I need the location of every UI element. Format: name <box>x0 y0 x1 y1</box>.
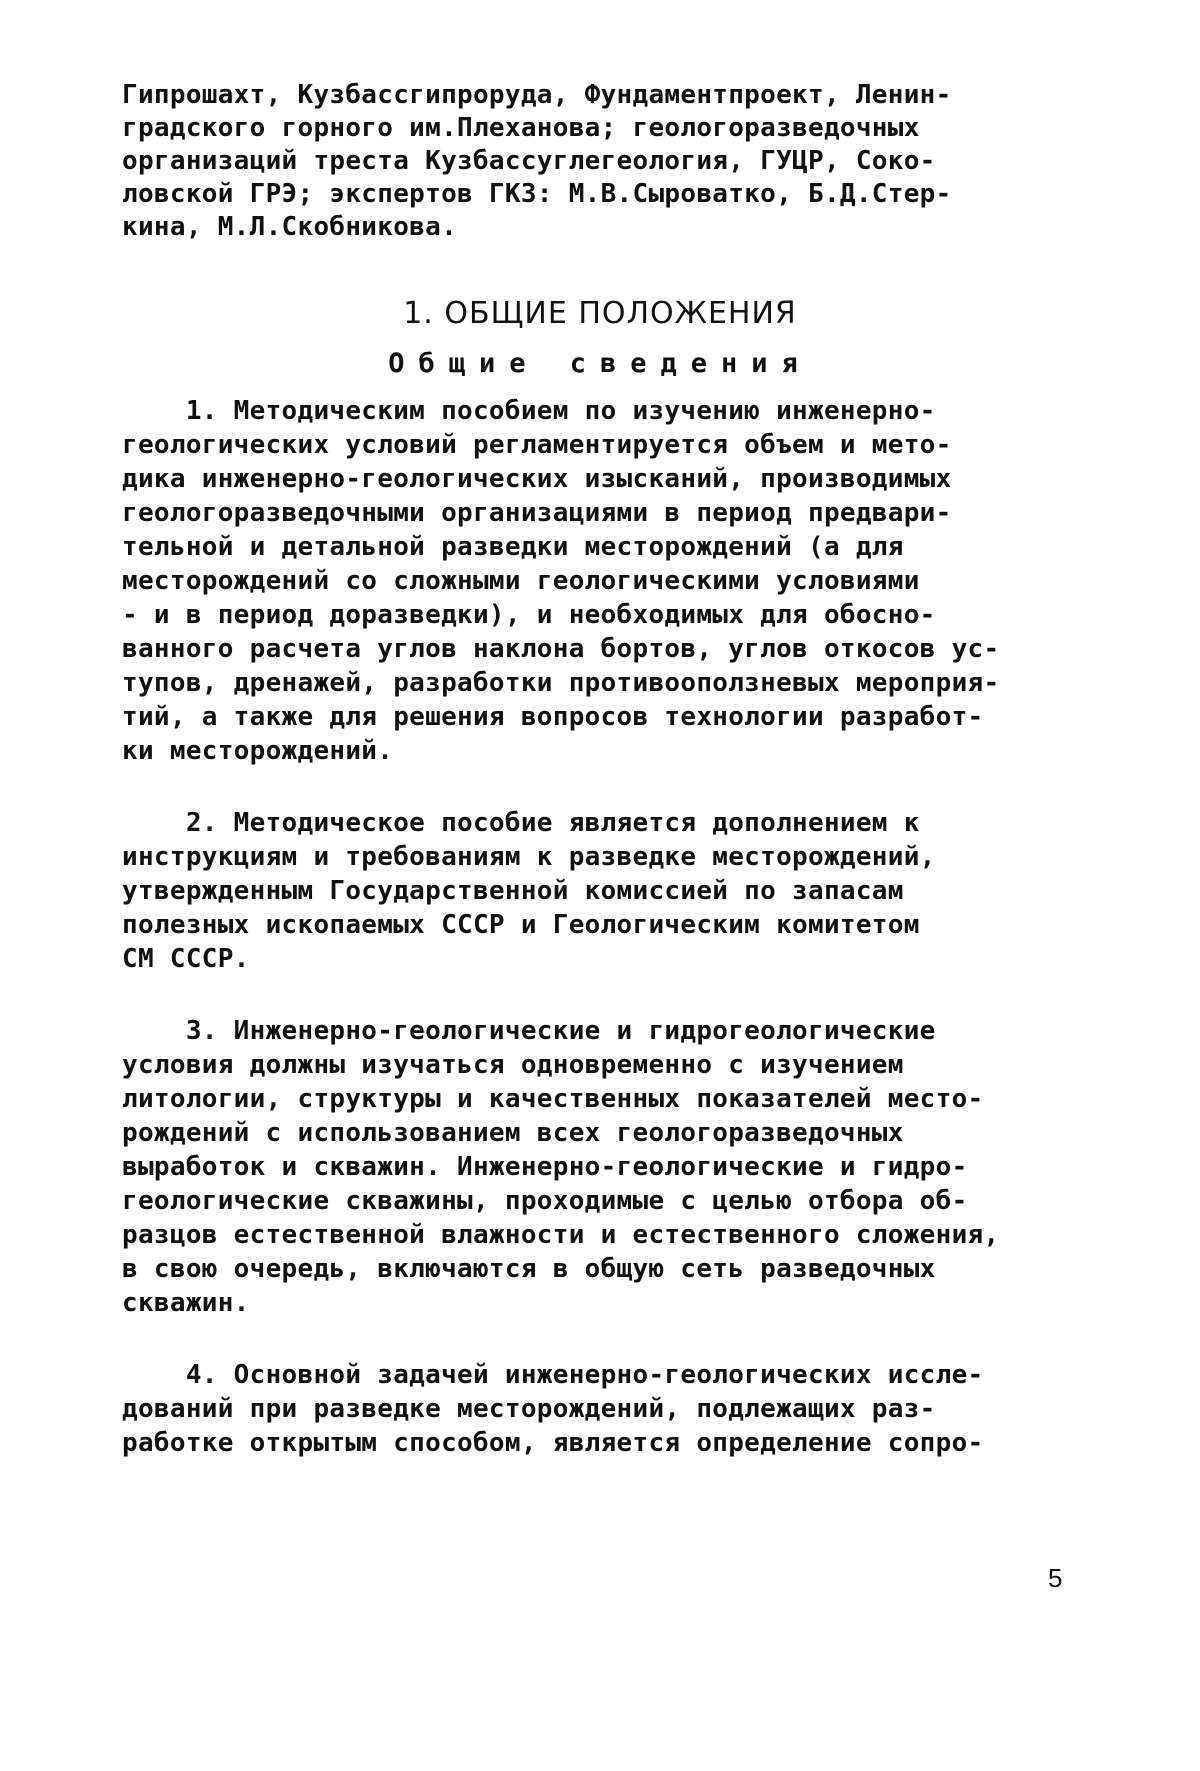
text-line: геологических условий регламентируется объем и мето- <box>122 430 952 460</box>
text-line: рождений с использованием всех геологоразведочных <box>122 1118 904 1148</box>
text-line: ки месторождений. <box>122 736 394 766</box>
text-line: инструкциям и требованиям к разведке месторождений, <box>122 842 936 872</box>
text-line: работке открытым способом, является определение сопро- <box>122 1428 984 1458</box>
text-line: в свою очередь, включаются в общую сеть разведочных <box>122 1254 936 1284</box>
text-line: Гипрошахт, Кузбассгипроруда, Фундаментпроект, Ленин- <box>122 80 952 110</box>
text-line: тупов, дренажей, разработки противооползневых мероприя- <box>122 668 1000 698</box>
text-line: 4. Основной задачей инженерно-геологических иссле- <box>122 1360 984 1390</box>
text-line: градского горного им.Плеханова; геологоразведочных <box>122 113 920 143</box>
text-line: 1. Методическим пособием по изучению инженерно- <box>122 396 936 426</box>
text-line: разцов естественной влажности и естественного сложения, <box>122 1220 1000 1250</box>
text-line: 2. Методическое пособие является дополнением к <box>122 808 920 838</box>
text-line: СМ СССР. <box>122 944 250 974</box>
text-line: ванного расчета углов наклона бортов, углов откосов ус- <box>122 634 1000 664</box>
text-line: геологические скважины, проходимые с целью отбора об- <box>122 1186 968 1216</box>
subsection-heading: Общие сведения <box>388 348 812 379</box>
text-line: геологоразведочными организациями в период предвари- <box>122 498 952 528</box>
text-line: месторождений со сложными геологическими условиями <box>122 566 920 596</box>
text-line: дований при разведке месторождений, подлежащих раз- <box>122 1394 936 1424</box>
text-line: выработок и скважин. Инженерно-геологические и гидро- <box>122 1152 968 1182</box>
text-line: тий, а также для решения вопросов технологии разработ- <box>122 702 984 732</box>
text-line: ловской ГРЭ; экспертов ГКЗ: М.В.Сыроватко, Б.Д.Стер- <box>122 179 952 209</box>
text-line: 3. Инженерно-геологические и гидрогеологические <box>122 1016 936 1046</box>
text-line: утвержденным Государственной комиссией по запасам <box>122 876 904 906</box>
text-line: полезных ископаемых СССР и Геологическим комитетом <box>122 910 920 940</box>
text-line: скважин. <box>122 1288 250 1318</box>
text-line: дика инженерно-геологических изысканий, производимых <box>122 464 952 494</box>
text-line: тельной и детальной разведки месторождений (а для <box>122 532 904 562</box>
text-line: кина, М.Л.Скобникова. <box>122 212 458 242</box>
text-line: - и в период доразведки), и необходимых для обосно- <box>122 600 936 630</box>
text-line: организаций треста Кузбассуглегеология, ГУЦР, Соко- <box>122 146 936 176</box>
text-line: условия должны изучаться одновременно с изучением <box>122 1050 904 1080</box>
text-line: литологии, структуры и качественных показателей место- <box>122 1084 984 1114</box>
page-number: 5 <box>1048 1563 1063 1593</box>
section-heading: 1. ОБЩИЕ ПОЛОЖЕНИЯ <box>403 296 797 331</box>
